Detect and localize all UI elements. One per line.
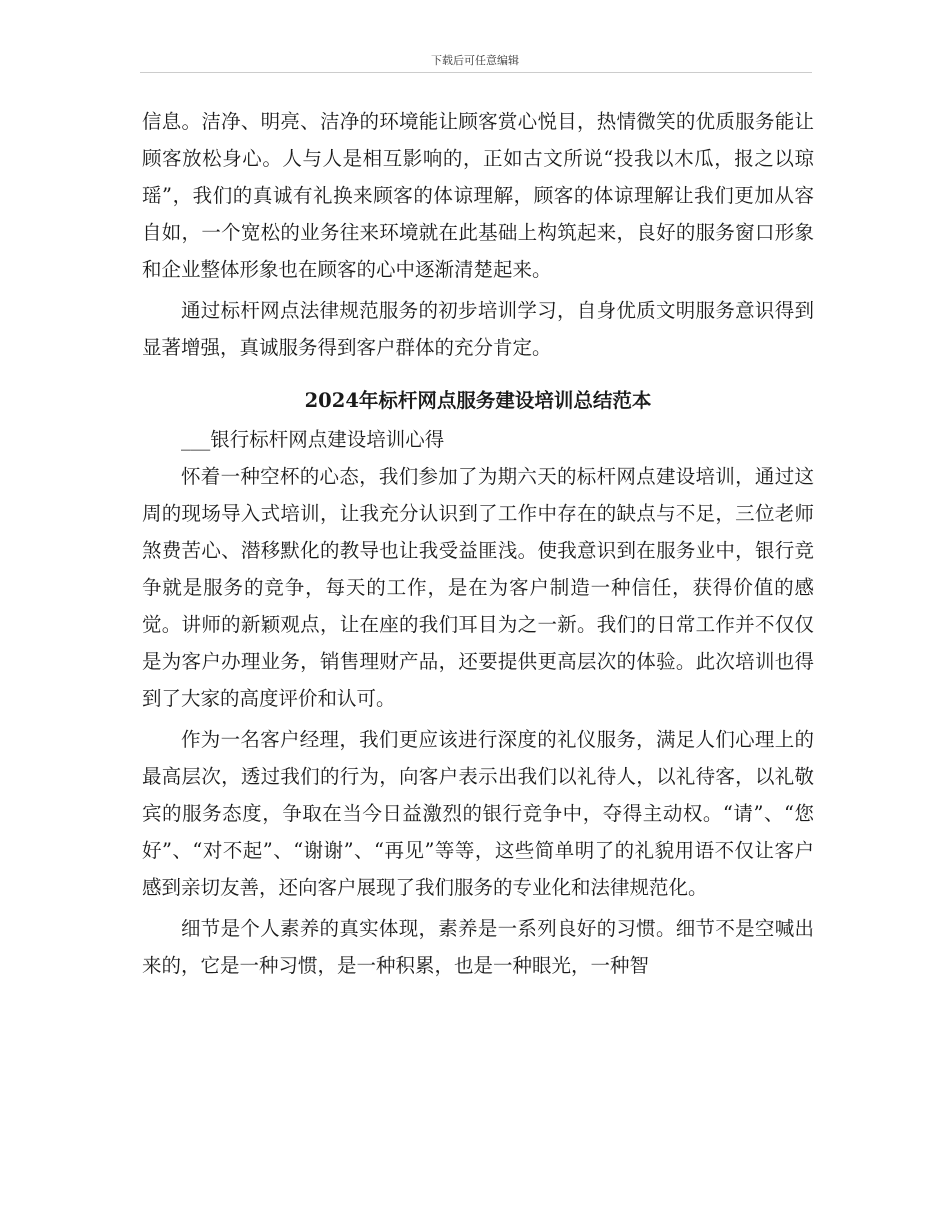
page-header: 下载后可任意编辑 xyxy=(431,54,519,67)
paragraph: 细节是个人素养的真实体现，素养是一系列良好的习惯。细节不是空喊出来的，它是一种习惯，是一种积累，也是一种眼光，一种智 xyxy=(142,917,814,977)
paragraph-continuation: 信息。洁净、明亮、洁净的环境能让顾客赏心悦目，热情微笑的优质服务能让顾客放松身心。人与人是相互影响的，正如古文所说“投我以木瓜，报之以琼瑶”，我们的真诚有礼换来顾客的体谅理解，顾客的体谅理解让我们更加从容自如，一个宽松的业务往来环境就在此基础上构筑起来，良好的服务窗口形象和企业整体形象也在顾客的心中逐渐清楚起来。 xyxy=(142,110,814,281)
subtitle: ___银行标杆网点建设培训心得 xyxy=(181,428,445,451)
section-title: 2024年标杆网点服务建设培训总结范本 xyxy=(304,389,652,412)
paragraph: 怀着一种空杯的心态，我们参加了为期六天的标杆网点建设培训，通过这周的现场导入式培训，让我充分认识到了工作中存在的缺点与不足，三位老师煞费苦心、潜移默化的教导也让我受益匪浅。使我意识到在服务业中，银行竞争就是服务的竞争，每天的工作，是在为客户制造一种信任，获得价值的感觉。讲师的新颖观点，让在座的我们耳目为之一新。我们的日常工作并不仅仅是为客户办理业务，销售理财产品，还要提供更高层次的体验。此次培训也得到了大家的高度评价和认可。 xyxy=(142,465,814,710)
paragraph: 通过标杆网点法律规范服务的初步培训学习，自身优质文明服务意识得到显著增强，真诚服务得到客户群体的充分肯定。 xyxy=(142,299,814,359)
document-body xyxy=(142,103,814,984)
header-divider xyxy=(140,72,812,73)
paragraph: 作为一名客户经理，我们更应该进行深度的礼仪服务，满足人们心理上的最高层次，透过我们的行为，向客户表示出我们以礼待人，以礼待客，以礼敬宾的服务态度，争取在当今日益激烈的银行竞争中，夺得主动权。“请”、“您好”、“对不起”、“谢谢”、“再见”等等，这些简单明了的礼貌用语不仅让客户感到亲切友善，还向客户展现了我们服务的专业化和法律规范化。 xyxy=(142,728,814,899)
